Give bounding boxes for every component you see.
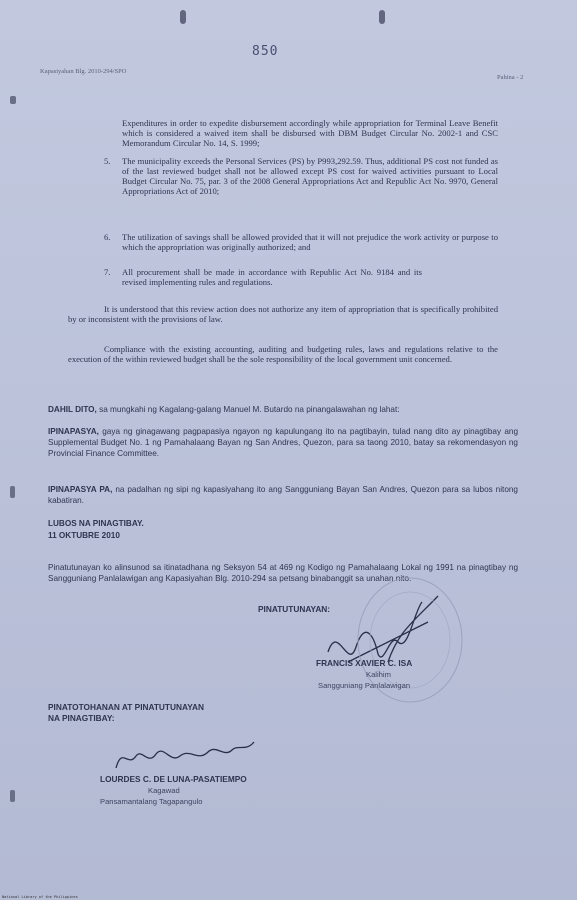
secretary-name: FRANCIS XAVIER C. ISA — [316, 658, 413, 668]
presiding-role: Pansamantalang Tagapangulo — [100, 797, 203, 806]
ipinapasya-paragraph — [48, 426, 518, 459]
secretary-title: Kalihim — [366, 670, 391, 679]
condition-number: 5. — [104, 156, 111, 166]
pinatutunayan-label: PINATUTUNAYAN: — [258, 604, 331, 614]
dahil-dito-paragraph — [48, 404, 518, 415]
ipinapasya-text: gaya ng ginagawang pagpapasiya ngayon ng kapulungang ito na pagtibayin, tulad nang dito ay pinagtibay ang Supplemental Budget No. 1 ng Pamahalaang Bayan ng San Andres, Quezon, para sa taong 2010, batay sa rekomendasyon ng Provincial Finance Committee. — [48, 427, 518, 458]
ipinapasya-pa-lead: IPINAPASYA PA, — [48, 485, 113, 494]
condition-text: The municipality exceeds the Personal Services (PS) by P993,292.59. Thus, additional PS cost not funded as of the last reviewed budget shall not be allowed except PS cost for waived activities pursuant to Local Budget Circular No. 75, par. 3 of the 2008 General Appropriations Act and Republic Act No. 9970, General Appropriations Act of 2010; — [122, 156, 498, 196]
margin-mark — [10, 486, 15, 498]
approval-line: LUBOS NA PINAGTIBAY. — [48, 519, 144, 528]
review-paragraph: It is understood that this review action does not authorize any item of appropriation that is specifically prohibited by or inconsistent with the provisions of law. — [68, 304, 498, 324]
ipinapasya-lead: IPINAPASYA, — [48, 427, 99, 436]
presiding-title: Kagawad — [148, 786, 180, 795]
condition-number: 7. — [104, 267, 111, 277]
archive-footer: National Library of the Philippines — [2, 895, 78, 899]
certification-paragraph: Pinatutunayan ko alinsunod sa itinatadhana ng Seksyon 54 at 469 ng Kodigo ng Pamahalaang Lokal ng 1991 na pinagtibay ng Sangguniang Panlalawigan ang Kapasiyahan Blg. 2010-294 sa petsang binabanggit sa unahan nito. — [48, 563, 518, 583]
ipinapasya-pa-paragraph — [48, 484, 518, 506]
attest-label: PINATOTOHANAN AT PINATUTUNAYAN — [48, 702, 204, 712]
condition-4-continued: Expenditures in order to expedite disbursement accordingly while appropriation for Terminal Leave Benefit which is considered a waived item shall be disbursed with DBM Budget Circular No. 2002-1 and CSC Memorandum Circular No. 14, S. 1999; — [122, 118, 498, 148]
presiding-name: LOURDES C. DE LUNA-PASATIEMPO — [100, 774, 247, 784]
review-paragraph: Compliance with the existing accounting, auditing and budgeting rules, laws and regulations relative to the execution of the within reviewed budget shall be the sole responsibility of the local government unit concerned. — [68, 344, 498, 364]
margin-mark — [10, 96, 16, 104]
condition-text: The utilization of savings shall be allowed provided that it will not prejudice the work activity or purpose to which the appropriation was originally authorized; and — [122, 232, 498, 252]
ipinapasya-pa-text: na padalhan ng sipi ng kapasiyahang ito ang Sangguniang Bayan San Andres, Quezon para sa lubos nitong kabatiran. — [48, 485, 518, 505]
dahil-dito-text: sa mungkahi ng Kagalang-galang Manuel M. Butardo na pinangalawahan ng lahat: — [96, 405, 400, 414]
page-number: Pahina - 2 — [497, 74, 524, 81]
condition-text: All procurement shall be made in accordance with Republic Act No. 9184 and its revised implementing rules and regulations. — [122, 267, 422, 287]
presiding-signature — [108, 738, 258, 778]
punch-hole-left — [180, 10, 186, 24]
attest-label: NA PINAGTIBAY: — [48, 713, 115, 723]
punch-hole-right — [379, 10, 385, 24]
stamp-number: 850 — [252, 44, 279, 59]
condition-number: 6. — [104, 232, 111, 242]
margin-mark — [10, 790, 15, 802]
secretary-office: Sangguniang Panlalawigan — [318, 681, 411, 690]
resolution-reference: Kapasiyahan Blg. 2010-294/SPO — [40, 68, 127, 75]
approval-date: 11 OKTUBRE 2010 — [48, 531, 120, 540]
dahil-dito-lead: DAHIL DITO, — [48, 405, 97, 414]
